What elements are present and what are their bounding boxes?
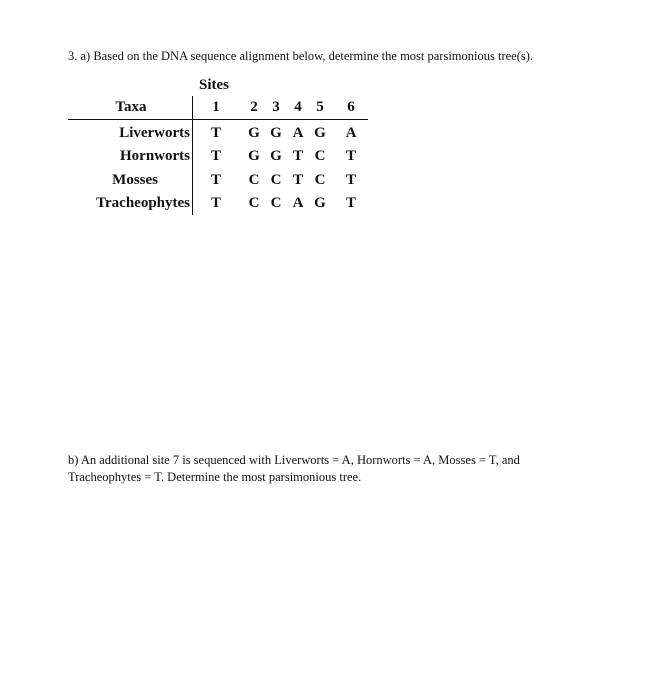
base-cell: T [345,172,356,188]
taxon-label: Liverworts [119,125,190,141]
base-cell: T [292,148,303,164]
question-b-line-2: Tracheophytes = T. Determine the most parsimonious tree. [68,470,362,484]
site-number: 3 [272,99,280,115]
taxon-label: Mosses [112,172,158,188]
base-cell: G [314,125,326,141]
base-cell: G [270,148,282,164]
site-number: 1 [212,99,220,115]
table-horizontal-rule [68,119,368,120]
base-cell: C [248,195,260,211]
taxa-header: Taxa [115,99,147,115]
base-cell: C [270,172,282,188]
base-cell: T [345,148,356,164]
base-cell: A [292,195,304,211]
base-cell: G [314,195,326,211]
base-cell: C [270,195,282,211]
question-a-text: 3. a) Based on the DNA sequence alignment below, determine the most parsimonious tree(s). [68,49,534,63]
base-cell: T [345,195,356,211]
base-cell: T [210,148,221,164]
base-cell: T [292,172,303,188]
question-b-line-1: b) An additional site 7 is sequenced with Liverworts = A, Hornworts = A, Mosses = T, and [68,453,520,467]
base-cell: C [314,172,326,188]
taxon-label: Hornworts [120,148,190,164]
base-cell: C [248,172,260,188]
base-cell: T [210,125,221,141]
base-cell: G [270,125,282,141]
question-b [68,452,588,486]
site-number: 6 [347,99,355,115]
base-cell: G [248,148,260,164]
base-cell: C [314,148,326,164]
site-number: 4 [294,99,302,115]
site-number: 2 [250,99,258,115]
sites-header: Sites [199,77,229,93]
base-cell: A [292,125,304,141]
site-number: 5 [316,99,324,115]
base-cell: G [248,125,260,141]
base-cell: A [345,125,357,141]
table-vertical-rule [192,96,193,215]
taxon-label: Tracheophytes [96,195,190,211]
base-cell: T [210,172,221,188]
base-cell: T [210,195,221,211]
